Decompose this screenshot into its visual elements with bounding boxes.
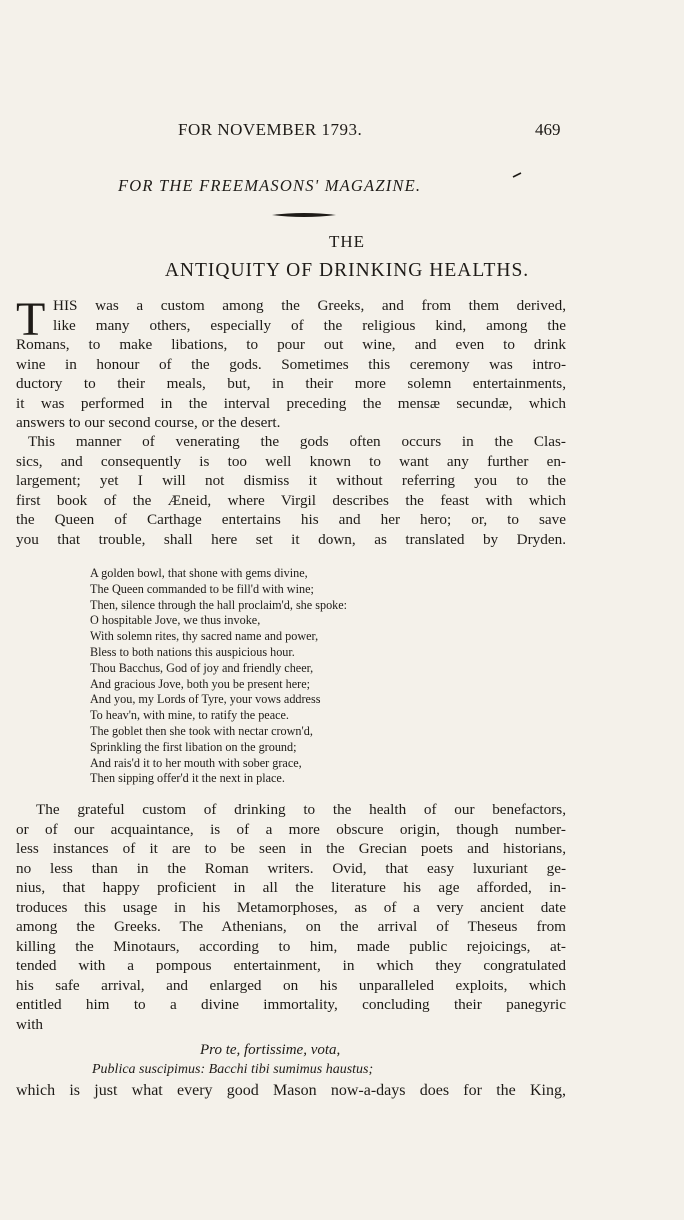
paragraph-line: nius, that happy proficient in all the literature his age afforded, in- <box>16 879 566 896</box>
periodical-heading: FOR THE FREEMASONS' MAGAZINE. <box>118 176 422 195</box>
paragraph-line: with <box>16 1015 44 1033</box>
verse-quotation <box>90 566 470 787</box>
paragraph-line: among the Greeks. The Athenians, on the arrival of Theseus from <box>16 918 566 935</box>
closing-line: which is just what every good Mason now-a-days does for the King, <box>16 1082 566 1099</box>
verse-line: Bless to both nations this auspicious hour. <box>90 644 295 659</box>
paragraph-line: tended with a pompous entertainment, in which they congratulated <box>16 957 566 974</box>
paragraph-line: sics, and consequently is too well known to want any further en- <box>16 452 566 470</box>
paragraph-line: Romans, to make libations, to pour out wine, and even to drink <box>16 336 566 353</box>
latin-quotation-line: Pro te, fortissime, vota, <box>200 1042 341 1058</box>
paragraph-line: largement; yet I will not dismiss it without referring you to the <box>16 472 566 489</box>
paragraph-line: you that trouble, shall here set it down, as translated by Dryden. <box>16 530 566 548</box>
article-title: ANTIQUITY OF DRINKING HEALTHS. <box>164 260 530 281</box>
paragraph-1 <box>16 293 566 433</box>
paragraph-line: first book of the Æneid, where Virgil describes the feast with which <box>16 491 566 509</box>
drop-cap: T <box>16 293 46 346</box>
paragraph-line: ductory to their meals, but, in their more solemn entertainments, <box>16 375 566 392</box>
verse-line: O hospitable Jove, we thus invoke, <box>90 613 261 628</box>
paragraph-line: troduces this usage in his Metamorphoses, as of a very ancient date <box>16 898 566 916</box>
paragraph-line: no less than in the Roman writers. Ovid, that easy luxuriant ge- <box>16 859 566 877</box>
paragraph-line: wine in honour of the gods. Sometimes this ceremony was intro- <box>16 355 566 373</box>
verse-line: The goblet then she took with nectar crown'd, <box>90 723 313 738</box>
paragraph-line: This manner of venerating the gods often occurs in the Clas- <box>28 433 566 450</box>
paragraph-line: his safe arrival, and enlarged on his unparalleled exploits, which <box>16 976 566 994</box>
article-title-the: THE <box>328 232 366 251</box>
paragraph-line: The grateful custom of drinking to the health of our benefactors, <box>36 801 566 818</box>
paragraph-line: answers to our second course, or the desert. <box>16 414 281 431</box>
page-number: 469 <box>535 120 561 139</box>
verse-line: A golden bowl, that shone with gems divine, <box>90 566 308 580</box>
verse-line: Then, silence through the hall proclaim'd, she spoke: <box>90 597 348 612</box>
verse-line: The Queen commanded to be fill'd with wine; <box>90 581 314 596</box>
paragraph-line: killing the Minotaurs, according to him, made public rejoicings, at- <box>16 937 566 955</box>
paragraph-line: it was performed in the interval preceding the mensæ secundæ, which <box>16 394 566 412</box>
verse-line: Thou Bacchus, God of joy and friendly cheer, <box>90 660 314 675</box>
verse-line: And rais'd it to her mouth with sober grace, <box>90 755 302 770</box>
paragraph-line: or of our acquaintance, is of a more obscure origin, though number- <box>16 820 566 838</box>
paragraph-line: like many others, especially of the religious kind, among the <box>53 316 566 334</box>
paragraph-2 <box>16 432 566 549</box>
verse-line: And you, my Lords of Tyre, your vows address <box>90 692 321 707</box>
ink-mark-icon <box>512 172 522 178</box>
verse-line: To heav'n, with mine, to ratify the peace. <box>90 708 289 723</box>
latin-quotation-line: Publica suscipimus: Bacchi tibi sumimus haustus; <box>92 1062 374 1077</box>
paragraph-line: the Queen of Carthage entertains his and her hero; or, to save <box>16 511 566 528</box>
verse-line: And gracious Jove, both you be present here; <box>90 676 310 691</box>
paragraph-line: entitled him to a divine immortality, concluding their panegyric <box>16 996 566 1013</box>
running-head <box>0 120 684 144</box>
verse-line: With solemn rites, thy sacred name and power, <box>90 629 319 644</box>
verse-line: Sprinkling the first libation on the ground; <box>90 739 297 754</box>
verse-line: Then sipping offer'd it the next in place. <box>90 771 285 786</box>
paragraph-line: less instances of it are to be seen in the Grecian poets and historians, <box>16 840 566 857</box>
paragraph-line: HIS was a custom among the Greeks, and from them derived, <box>53 297 566 314</box>
running-title: FOR NOVEMBER 1793. <box>178 120 363 139</box>
paragraph-3 <box>16 800 566 1034</box>
ornamental-rule <box>272 212 336 218</box>
